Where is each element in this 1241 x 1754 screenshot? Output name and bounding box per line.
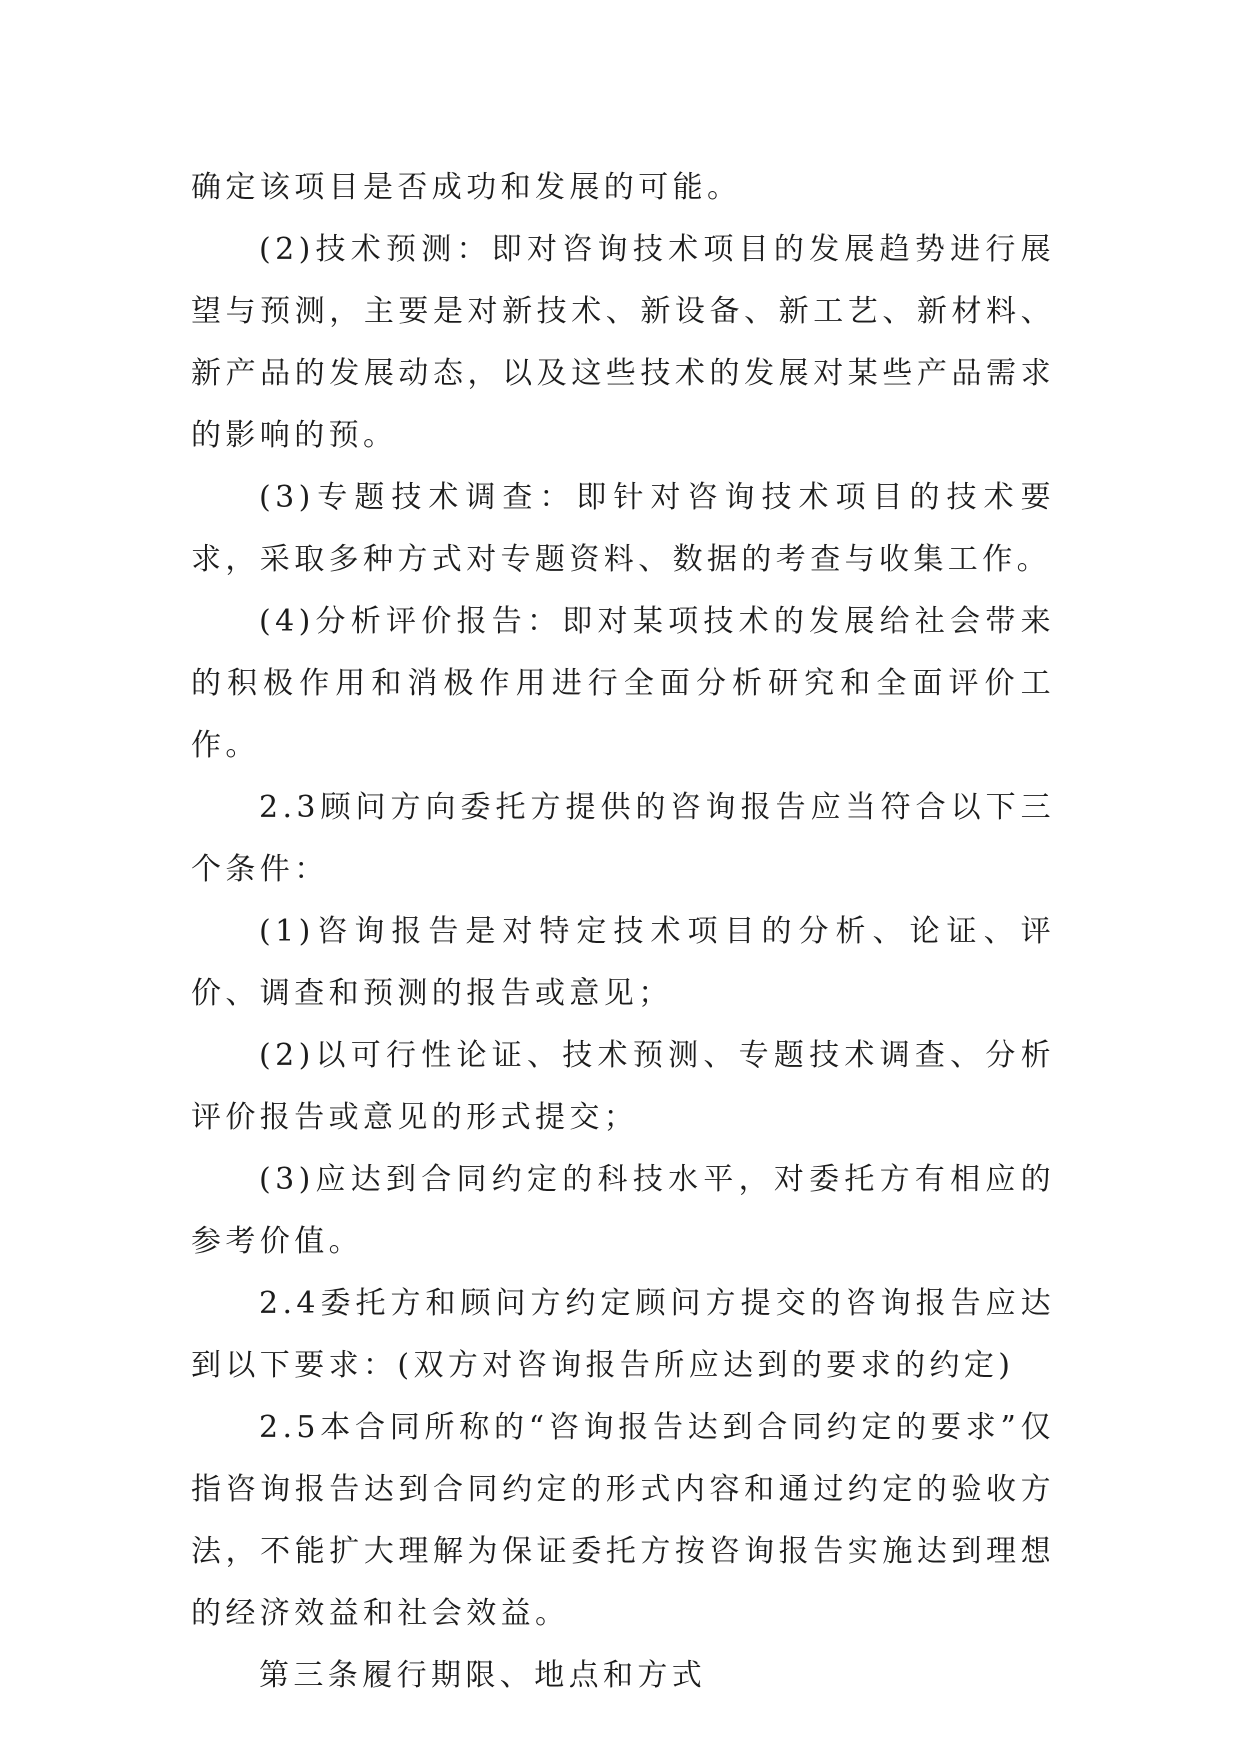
paragraph-condition-2: (2)以可行性论证、技术预测、专题技术调查、分析评价报告或意见的形式提交； <box>191 1038 1055 1135</box>
paragraph-technical-forecast: (2)技术预测：即对咨询技术项目的发展趋势进行展望与预测，主要是对新技术、新设备、新工艺、新材料、新产品的发展动态，以及这些技术的发展对某些产品需求的影响的预。 <box>191 232 1055 453</box>
paragraph-condition-1: (1)咨询报告是对特定技术项目的分析、论证、评价、调查和预测的报告或意见； <box>191 914 1055 1011</box>
paragraph-clause-2-5: 2.5本合同所称的“咨询报告达到合同约定的要求”仅指咨询报告达到合同约定的形式内容和通过约定的验收方法，不能扩大理解为保证委托方按咨询报告实施达到理想的经济效益和社会效益。 <box>191 1410 1055 1631</box>
paragraph-special-survey: (3)专题技术调查：即针对咨询技术项目的技术要求，采取多种方式对专题资料、数据的考查与收集工作。 <box>191 480 1055 577</box>
paragraph-clause-2-3: 2.3顾问方向委托方提供的咨询报告应当符合以下三个条件： <box>191 790 1055 887</box>
section-heading-article-3: 第三条履行期限、地点和方式 <box>259 1658 707 1693</box>
paragraph-clause-2-4: 2.4委托方和顾问方约定顾问方提交的咨询报告应达到以下要求：(双方对咨询报告所应达到的要求的约定) <box>191 1286 1055 1383</box>
paragraph-continuation: 确定该项目是否成功和发展的可能。 <box>191 170 742 205</box>
paragraph-condition-3: (3)应达到合同约定的科技水平，对委托方有相应的参考价值。 <box>191 1162 1055 1259</box>
document-body <box>191 157 1055 1707</box>
paragraph-analysis-report: (4)分析评价报告：即对某项技术的发展给社会带来的积极作用和消极作用进行全面分析研究和全面评价工作。 <box>191 604 1055 763</box>
